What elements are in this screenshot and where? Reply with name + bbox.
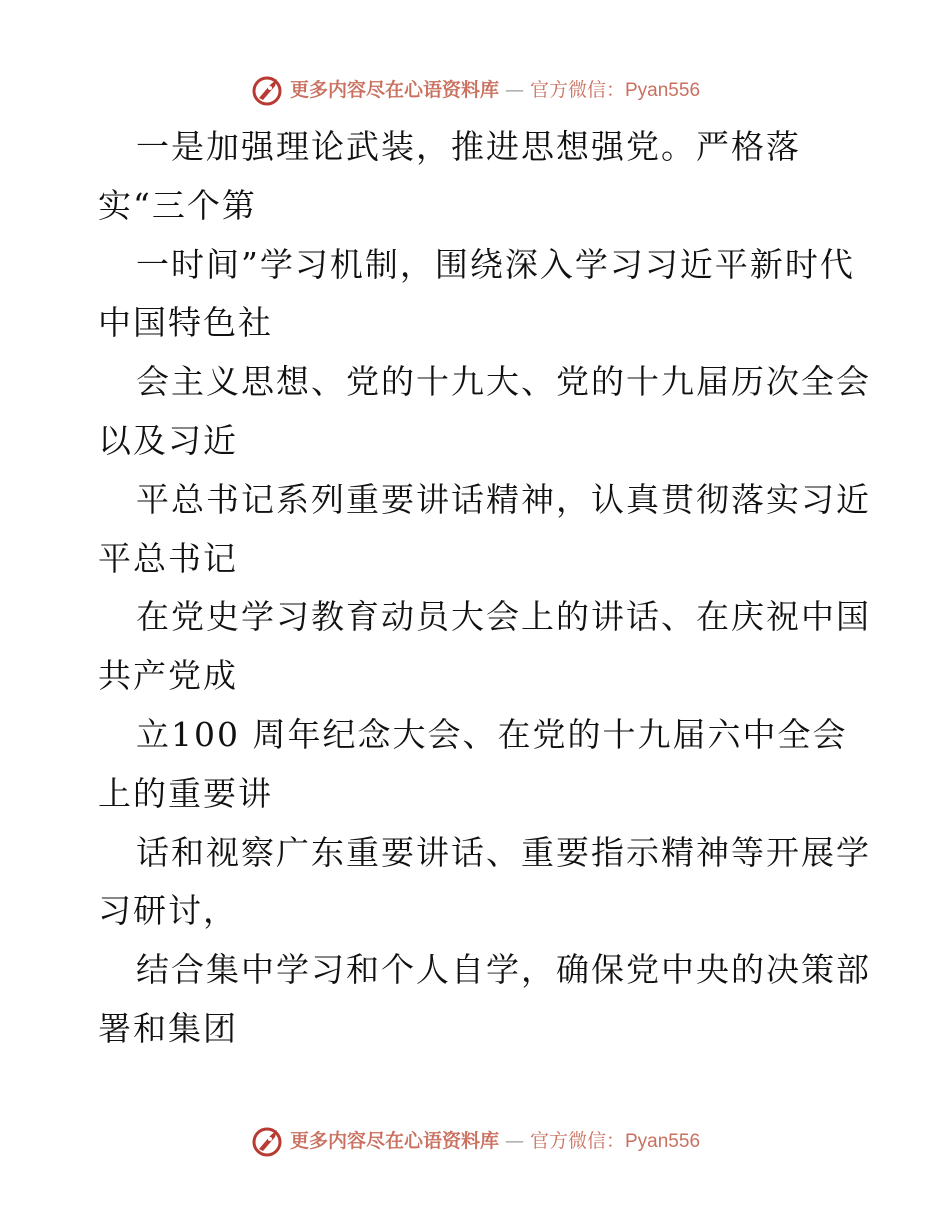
body-line: 以及习近 [98, 420, 238, 460]
header-banner [0, 70, 950, 110]
document-body [98, 118, 871, 1059]
pen-nib-logo-icon [250, 1124, 284, 1158]
body-line: 中国特色社 [98, 303, 273, 343]
body-line: 习研讨， [98, 891, 238, 931]
body-line: 结合集中学习和个人自学，确保党中央的决策部 [136, 950, 871, 990]
body-line: 一是加强理论武装，推进思想强党。严格落 [136, 127, 801, 166]
body-line: 一时间”学习机制，围绕深入学习习近平新时代 [136, 244, 855, 284]
body-line: 上的重要讲 [98, 773, 273, 813]
body-line: 署和集团 [98, 1008, 238, 1048]
body-line: 话和视察广东重要讲话、重要指示精神等开展学 [136, 832, 871, 872]
body-line: 立100 周年纪念大会、在党的十九届六中全会 [136, 714, 848, 754]
body-line: 共产党成 [98, 656, 238, 696]
footer-banner-text: 更多内容尽在心语资料库 [289, 1129, 499, 1152]
footer-banner-contact: 官方微信：Pyan556 [530, 1130, 701, 1152]
footer-banner-separator: — [505, 1129, 524, 1152]
footer-banner [0, 1121, 950, 1161]
pen-nib-logo-icon [250, 73, 284, 107]
body-line: 在党史学习教育动员大会上的讲话、在庆祝中国 [136, 597, 871, 637]
header-banner-contact: 官方微信：Pyan556 [530, 79, 701, 101]
body-line: 实“三个第 [98, 185, 257, 225]
body-line: 平总书记 [98, 538, 238, 578]
header-banner-separator: — [505, 78, 524, 101]
body-line: 平总书记系列重要讲话精神，认真贯彻落实习近 [136, 479, 871, 519]
body-line: 会主义思想、党的十九大、党的十九届历次全会 [136, 362, 871, 402]
header-banner-text: 更多内容尽在心语资料库 [289, 78, 499, 101]
